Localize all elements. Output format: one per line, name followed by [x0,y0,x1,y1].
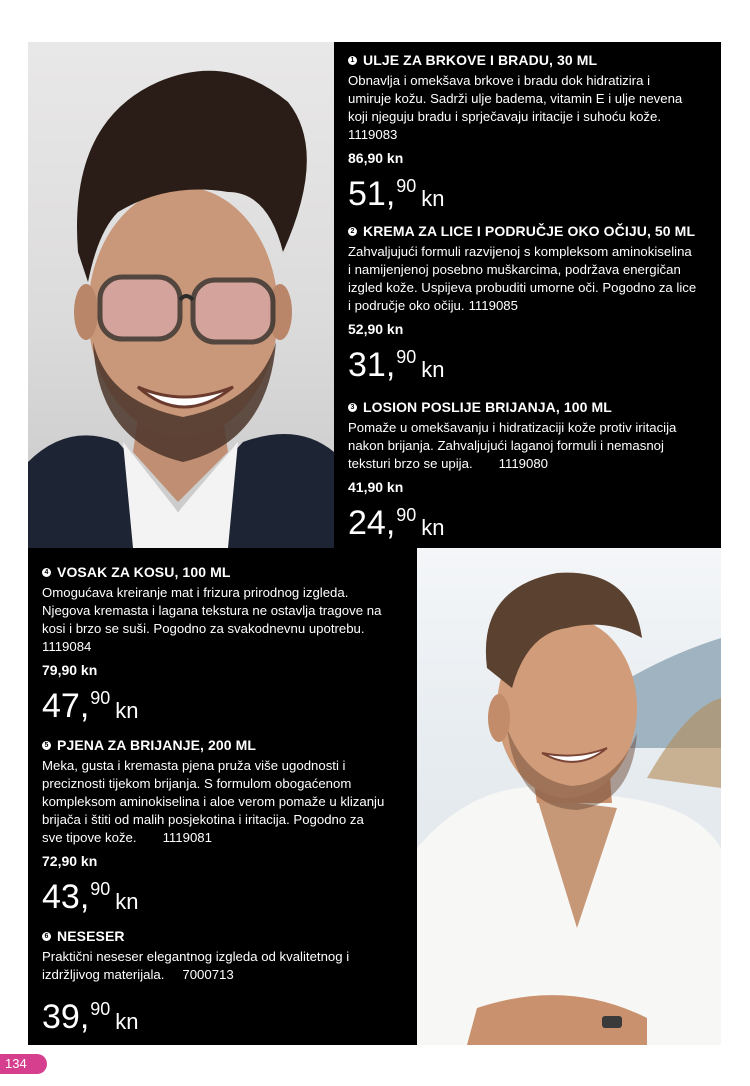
man-with-glasses-illustration [28,42,334,548]
product-6 [42,928,405,1039]
product-2 [348,223,709,387]
product-2-price-dec: 90 [396,347,417,367]
product-5-title-text: PJENA ZA BRIJANJE, 200 ML [57,737,257,753]
product-3-old-price: 41,90 kn [348,479,404,495]
product-4-price-int: 47, [42,687,90,725]
product-panel-top [334,42,721,548]
product-3-price-int: 24, [348,504,396,542]
product-4-price [42,681,405,728]
product-2-old-price: 52,90 kn [348,321,404,337]
product-5-desc-line: sve tipove kože. [42,830,137,845]
product-6-description [42,948,405,984]
product-4-price-dec: 90 [90,688,111,708]
product-2-title-text: KREMA ZA LICE I PODRUČJE OKO OČIJU, 50 ML [363,223,696,239]
product-2-code: 1119085 [468,298,518,313]
product-1-desc-line: umiruje kožu. Sadrži ulje badema, vitamin E i ulje nevena [348,91,683,106]
product-3-title [348,399,709,416]
product-5-code: 1119081 [162,830,212,845]
product-3-currency: kn [421,515,445,540]
product-6-desc-line: izdržljivog materijala. [42,967,165,982]
product-3 [348,399,709,545]
product-5-price-int: 43, [42,878,90,916]
product-2-price [348,340,709,387]
product-2-price-int: 31, [348,346,396,384]
product-4-description [42,584,405,656]
product-1-desc-line: Obnavlja i omekšava brkove i bradu dok hidratizira i [348,73,650,88]
product-5-desc-line: kompleksom aminokiselina i aloe verom pomaže u klizanju [42,794,385,809]
product-6-title [42,928,405,945]
product-1-description [348,72,709,144]
product-2-title [348,223,709,240]
product-4-title-text: VOSAK ZA KOSU, 100 ML [57,564,231,580]
product-4-number-badge: 4 [42,568,51,577]
model-photo-glasses [28,42,334,548]
product-2-desc-line: izgled kože. Uspijeva probuditi umorne oči. Pogodno za lice [348,280,697,295]
product-1-title [348,52,709,69]
product-6-price-dec: 90 [90,999,111,1019]
product-6-code: 7000713 [182,967,234,982]
product-1-price-int: 51, [348,175,396,213]
product-1-currency: kn [421,186,445,211]
product-4-desc-line: kosi i brzo se suši. Pogodno za svakodnevnu upotrebu. [42,621,365,636]
product-4-desc-line: Omogućava kreiranje mat i frizura prirodnog izgleda. [42,585,349,600]
product-6-price-int: 39, [42,998,90,1036]
product-6-currency: kn [115,1009,139,1034]
product-6-number-badge: 6 [42,932,51,941]
product-1-number-badge: 1 [348,56,357,65]
page-number-tab: 134 [0,1054,47,1074]
product-5-price [42,872,405,919]
product-2-description [348,243,709,315]
product-2-desc-line: i namijenjenoj posebno muškarcima, podržava energičan [348,262,681,277]
product-1-code: 1119083 [348,127,398,142]
product-4-code: 1119084 [42,639,92,654]
product-5-price-dec: 90 [90,879,111,899]
product-4-old-price: 79,90 kn [42,662,98,678]
product-5-desc-line: brijača i štiti od malih posjekotina i iritacija. Pogodno za [42,812,364,827]
product-4-title [42,564,405,581]
model-photo-white-shirt [417,548,721,1045]
product-panel-bottom [28,548,417,1045]
product-1 [348,52,709,216]
product-1-old-price: 86,90 kn [348,150,404,166]
product-5-old-price: 72,90 kn [42,853,98,869]
man-in-white-shirt-illustration [417,548,721,1045]
product-5 [42,737,405,919]
product-3-price-dec: 90 [396,505,417,525]
product-2-number-badge: 2 [348,227,357,236]
product-6-price [42,992,405,1039]
product-3-code: 1119080 [498,456,548,471]
product-4-currency: kn [115,698,139,723]
product-5-desc-line: preciznosti tijekom brijanja. S formulom obogaćenom [42,776,352,791]
product-2-desc-line: Zahvaljujući formuli razvijenoj s kompleksom aminokiselina [348,244,692,259]
product-2-desc-line: i područje oko očiju. [348,298,465,313]
product-5-desc-line: Meka, gusta i kremasta pjena pruža više ugodnosti i [42,758,346,773]
product-1-price-dec: 90 [396,176,417,196]
product-3-title-text: LOSION POSLIJE BRIJANJA, 100 ML [363,399,612,415]
product-1-price [348,169,709,216]
product-4 [42,564,405,728]
product-5-title [42,737,405,754]
product-6-desc-line: Praktični neseser elegantnog izgleda od kvalitetnog i [42,949,350,964]
product-2-currency: kn [421,357,445,382]
product-1-title-text: ULJE ZA BRKOVE I BRADU, 30 ML [363,52,598,68]
product-5-description [42,757,405,847]
product-1-desc-line: koji njeguju bradu i sprječavaju iritacije i suhoću kože. [348,109,662,124]
product-5-number-badge: 5 [42,741,51,750]
product-3-desc-line: nakon brijanja. Zahvaljujući laganoj formuli i nemasnoj [348,438,664,453]
product-3-price [348,498,709,545]
product-3-number-badge: 3 [348,403,357,412]
product-5-currency: kn [115,889,139,914]
product-3-desc-line: teksturi brzo se upija. [348,456,473,471]
product-6-title-text: NESESER [57,928,125,944]
product-4-desc-line: Njegova kremasta i lagana tekstura ne ostavlja tragove na [42,603,382,618]
product-3-desc-line: Pomaže u omekšavanju i hidratizaciji kože protiv iritacija [348,420,677,435]
product-3-description [348,419,709,473]
